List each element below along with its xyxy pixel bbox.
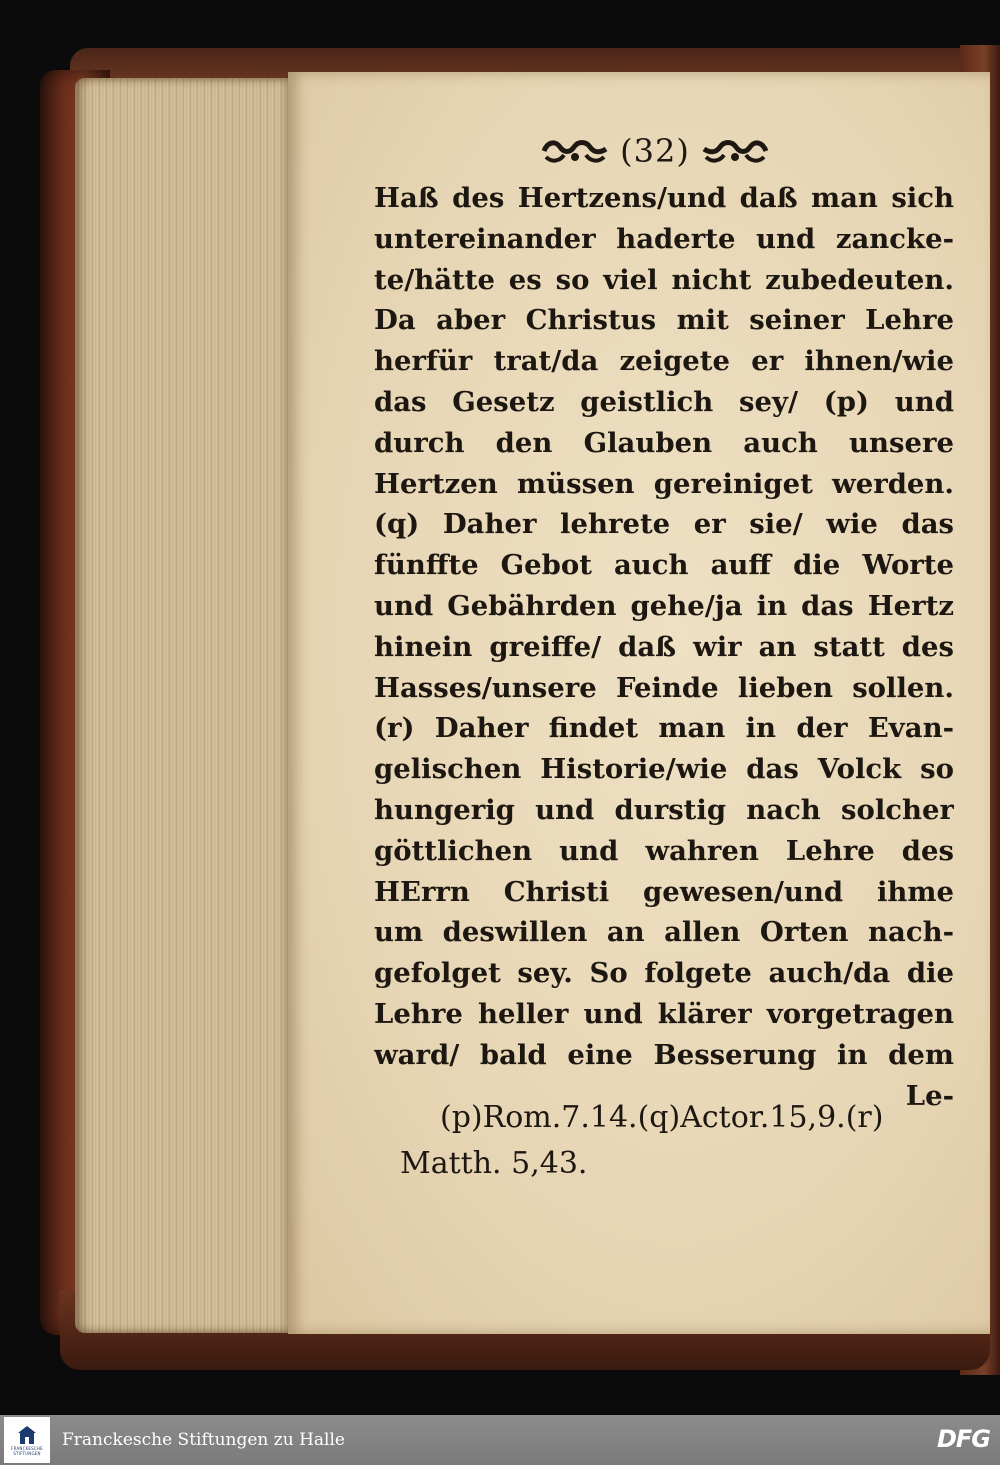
text-line: gelischen Historie/wie das Volck so: [374, 753, 954, 786]
institution-logo[interactable]: [4, 1417, 50, 1463]
institution-name: Franckesche Stiftungen zu Halle: [62, 1430, 345, 1450]
right-ornament-icon: [700, 137, 770, 165]
text-line: Haß des Hertzens/und daß man sich: [374, 182, 954, 214]
viewer-footer: [0, 1415, 1000, 1465]
text-line: Hertzen müssen gereiniget werden.: [374, 467, 954, 500]
text-line: das Gesetz geistlich sey/ (p) und: [374, 385, 954, 418]
text-line: um deswillen an allen Orten nach-: [374, 916, 954, 949]
page-header: [530, 126, 780, 176]
text-line: Lehre heller und klärer vorgetragen: [374, 997, 954, 1030]
text-line: gefolget sey. So folgete auch/da die: [374, 957, 954, 990]
text-line: (q) Daher lehrete er sie/ wie das: [374, 508, 954, 541]
text-line: göttlichen und wahren Lehre des: [374, 834, 954, 867]
text-line: fünffte Gebot auch auff die Worte: [374, 549, 954, 582]
building-icon: [16, 1424, 38, 1446]
catchword: Le-: [905, 1079, 954, 1112]
footnote-line: Matth. 5,43.: [400, 1146, 588, 1181]
text-line: hinein greiffe/ daß wir an statt des: [374, 630, 954, 663]
text-line: und Gebährden gehe/ja in das Hertz: [374, 589, 954, 622]
text-line: herfür trat/da zeigete er ihnen/wie: [374, 345, 954, 378]
text-line: ward/ bald eine Besserung in dem: [374, 1038, 954, 1071]
text-line: te/hätte es so viel nicht zubedeuten.: [374, 263, 954, 296]
page-body-text: [374, 178, 954, 1116]
left-ornament-icon: [540, 137, 610, 165]
dfg-logo[interactable]: DFG: [936, 1425, 990, 1453]
text-line: hungerig und durstig nach solcher: [374, 793, 954, 826]
logo-text: FRANCKESCHE STIFTUNGEN: [11, 1446, 43, 1456]
text-line: untereinander haderte und zancke-: [374, 222, 954, 255]
footnote-line: (p)Rom.7.14.(q)Actor.15,9.(r): [440, 1100, 884, 1135]
page-number: (32): [620, 132, 690, 170]
page-edges: [75, 78, 290, 1333]
text-line: durch den Glauben auch unsere: [374, 426, 954, 459]
text-line: Hasses/unsere Feinde lieben sollen.: [374, 671, 954, 704]
text-line: HErrn Christi gewesen/und ihme: [374, 875, 954, 908]
text-line: Da aber Christus mit seiner Lehre: [374, 304, 954, 337]
text-line: (r) Daher findet man in der Evan-: [374, 712, 954, 745]
